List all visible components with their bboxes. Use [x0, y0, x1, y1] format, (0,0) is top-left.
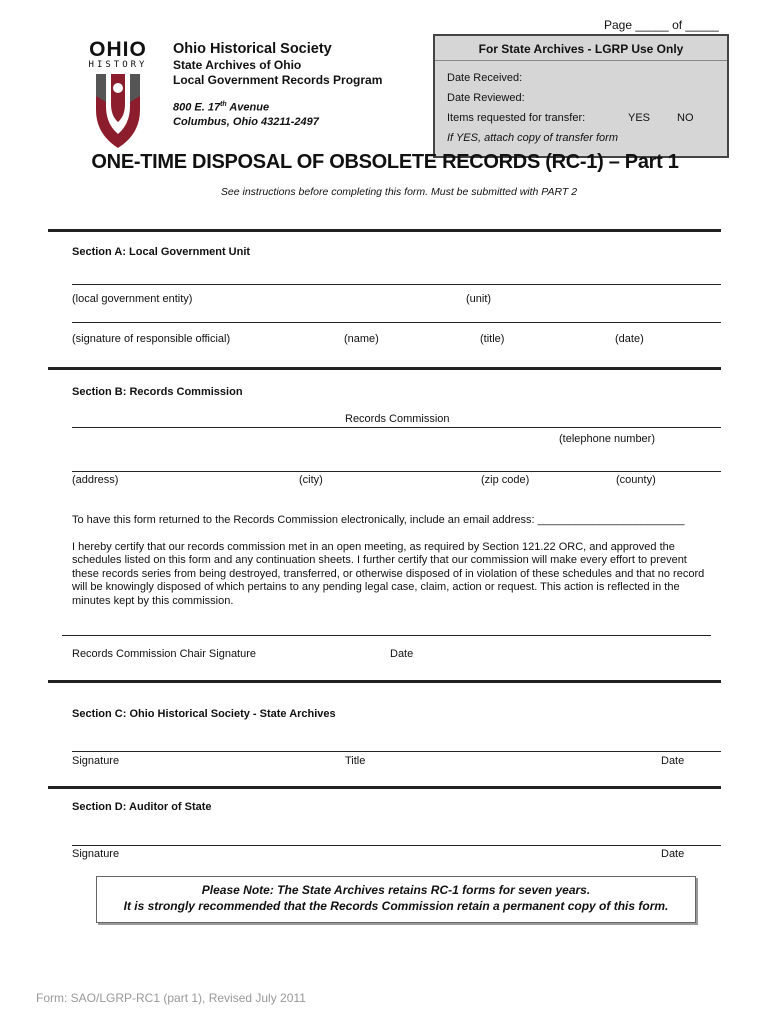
section-c-heading: Section C: Ohio Historical Society - State Archives: [72, 708, 336, 720]
section-d-divider: [48, 786, 721, 789]
chair-signature-label: Records Commission Chair Signature: [72, 648, 257, 660]
yes-option[interactable]: YES: [628, 112, 651, 124]
certify-line-1: I hereby certify that our records commission met in an open meeting, as required by Section 121.22 ORC, and approved the: [72, 541, 675, 553]
certify-line-2: schedules listed on this form and any continuation sheets. I further certify that our commission will make every effort to prevent: [72, 554, 687, 566]
title-label: (title): [480, 333, 505, 345]
ohio-history-logo: [82, 38, 154, 148]
chair-date-label: Date: [390, 648, 414, 660]
archives-box-title: For State Archives - LGRP Use Only: [478, 42, 684, 56]
section-d-signature-label: Signature: [72, 848, 120, 860]
records-commission-label: Records Commission: [345, 413, 450, 425]
address-line[interactable]: [72, 471, 721, 472]
org-name: Ohio Historical Society: [173, 41, 332, 57]
entity-line[interactable]: [72, 284, 721, 285]
form-id-footer: Form: SAO/LGRP-RC1 (part 1), Revised July 2011: [36, 991, 306, 1005]
county-label: (county): [616, 474, 656, 486]
signature-line[interactable]: [72, 322, 721, 323]
page-number: Page _____ of _____: [604, 18, 719, 32]
zip-label: (zip code): [481, 474, 530, 486]
section-a-heading: Section A: Local Government Unit: [72, 246, 251, 258]
no-option[interactable]: NO: [677, 112, 694, 124]
certify-line-3: these records series from being destroyed, transferred, or otherwise disposed of in violation of these schedules and that no record: [72, 568, 705, 580]
commission-line[interactable]: [72, 427, 721, 428]
please-note-box: [96, 876, 696, 923]
archive-name: State Archives of Ohio: [173, 58, 302, 72]
telephone-label: (telephone number): [559, 433, 656, 445]
note-line-1: Please Note: The State Archives retains RC-1 forms for seven years.: [201, 883, 591, 897]
local-entity-label: (local government entity): [72, 293, 193, 305]
section-c-date-label: Date: [661, 755, 685, 767]
section-c-title-label: Title: [345, 755, 366, 767]
items-requested-label: Items requested for transfer:: [447, 112, 586, 124]
date-received-label: Date Received:: [447, 72, 523, 84]
official-signature-label: (signature of responsible official): [72, 333, 231, 345]
section-b-heading: Section B: Records Commission: [72, 386, 243, 398]
logo-sub: HISTORY: [88, 60, 148, 70]
address-line-2: Columbus, Ohio 43211-2497: [173, 116, 319, 128]
section-c-signature-line[interactable]: [72, 751, 721, 752]
section-c-divider: [48, 680, 721, 683]
section-d-heading: Section D: Auditor of State: [72, 801, 212, 813]
logo-word: OHIO: [89, 38, 147, 61]
section-a-divider: [48, 229, 721, 232]
state-archives-use-box: [433, 34, 729, 158]
if-yes-note: If YES, attach copy of transfer form: [447, 132, 618, 144]
date-reviewed-label: Date Reviewed:: [447, 92, 525, 104]
certify-line-4: will be knowingly disposed of which pertains to any pending legal case, claim, action or request. This action is reflected in the: [72, 581, 680, 593]
chair-signature-line[interactable]: [62, 635, 711, 636]
address-label: (address): [72, 474, 119, 486]
form-title: ONE-TIME DISPOSAL OF OBSOLETE RECORDS (RC-1) – Part 1: [91, 151, 679, 173]
ohio-shield-icon: [82, 72, 154, 150]
section-d-date-label: Date: [661, 848, 685, 860]
city-label: (city): [299, 474, 323, 486]
note-line-2: It is strongly recommended that the Records Commission retain a permanent copy of this form.: [123, 899, 669, 913]
address-line-1: 800 E. 17th Avenue: [173, 101, 270, 114]
email-instruction: To have this form returned to the Records Commission electronically, include an email address: ________________________: [72, 514, 685, 526]
form-subtitle: See instructions before completing this form. Must be submitted with PART 2: [220, 186, 578, 198]
program-name: Local Government Records Program: [173, 73, 383, 87]
section-b-divider: [48, 367, 721, 370]
certify-line-5: minutes kept by this commission.: [72, 595, 234, 607]
section-c-signature-label: Signature: [72, 755, 120, 767]
section-d-signature-line[interactable]: [72, 845, 721, 846]
name-label: (name): [344, 333, 379, 345]
unit-label: (unit): [466, 293, 492, 305]
date-label: (date): [615, 333, 644, 345]
